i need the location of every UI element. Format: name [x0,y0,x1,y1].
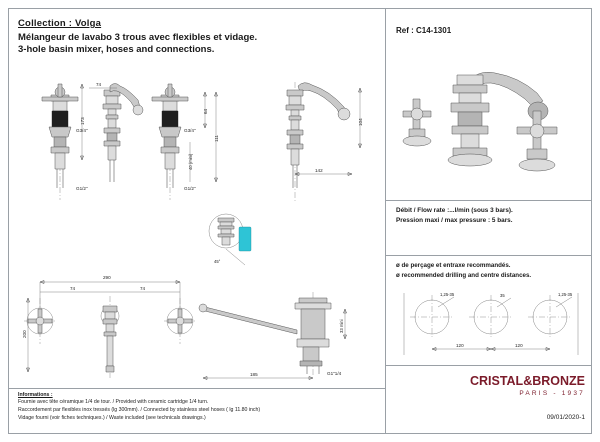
svg-text:74: 74 [70,286,76,291]
dim-142 [295,168,352,176]
description-fr: Mélangeur de lavabo 3 trous avec flexibles et vidage. [18,32,258,43]
svg-text:1,25-35: 1,25-35 [558,292,573,297]
dim-spacing-left [432,343,491,351]
footnote-line-2: Raccordement par flexibles inox tressés (lg 300mm). / Connected by stainless steel hoses ( lg 11.80 inch) [18,407,261,414]
waste-thread-label: G1"1/4 [327,371,342,376]
svg-text:1,25-35: 1,25-35 [440,292,455,297]
spec-text-block [396,206,586,227]
svg-text:104: 104 [358,118,363,126]
svg-text:111: 111 [214,135,219,142]
perspective-left-handle [403,99,431,146]
perspective-right-handle [517,111,557,171]
reference-label: Ref : C14-1301 [396,26,452,35]
waste-drawing [195,280,380,385]
svg-text:142: 142 [315,168,323,173]
brand-tagline: PARIS - 1937 [519,390,585,397]
document-date: 09/01/2020-1 [546,414,585,421]
svg-text:173: 173 [80,117,85,125]
drilling-line-en: ø recommended drilling and centre distances. [396,271,532,279]
dim-74-plan-right [110,286,180,292]
thread-label-right-bottom: G1/2" [184,186,196,191]
svg-text:45°: 45° [214,259,221,264]
svg-text:33 mini: 33 mini [339,319,344,333]
svg-text:290: 290 [103,275,111,280]
dim-spacing-right [491,343,550,351]
dim-290 [40,275,180,284]
dim-40-mini [188,142,193,182]
plan-spout [101,296,119,378]
title-block [18,18,358,55]
dim-104 [358,88,363,148]
footnote-line-1: Fournie avec tête céramique 1/4 de tour. / Provided with ceramic cartridge 1/4 turn. [18,399,209,405]
thread-label-left-bottom: G1/2" [76,186,88,191]
max-pressure-text: Pression maxi / max pressure : 5 bars. [396,217,513,225]
drill-hole-right [528,292,573,339]
right-divider-1 [386,200,591,201]
thread-label-left-top: G3/4" [76,128,88,133]
svg-text:64: 64 [203,108,208,114]
dim-74-plan-left [40,286,110,292]
flow-rate-text: Débit / Flow rate :...l/min (sous 3 bars). [396,207,513,214]
svg-text:120: 120 [515,343,523,348]
vertical-divider [385,9,386,433]
dim-33mini [339,309,347,339]
product-perspective-image [395,45,585,195]
drill-hole-left [410,292,455,339]
right-divider-3 [386,365,591,366]
collection-title: Collection : Volga [18,18,102,29]
drilling-text-block [396,261,586,280]
svg-text:35: 35 [500,293,505,298]
svg-text:74: 74 [140,286,146,291]
svg-text:120: 120 [456,343,464,348]
spout-elevation [103,84,143,183]
left-handle-assembly [42,84,78,200]
drilling-line-fr: ø de perçage et entraxe recommandés. [396,262,511,269]
spout-side-elevation [260,70,380,210]
description-en: 3-hole basin mixer, hoses and connections. [18,44,215,55]
right-handle-assembly [152,84,188,200]
dim-173 [80,84,85,160]
brand-logo [460,374,585,397]
front-elevation-drawing [20,70,250,210]
thread-label-right-top: G3/4" [184,128,196,133]
svg-text:185: 185 [250,372,258,377]
dim-111 [214,92,219,182]
drill-hole-centre [469,293,513,339]
drilling-diagram [396,285,586,365]
brand-name: CRISTAL&BRONZE [469,374,585,388]
left-divider [9,388,385,389]
footnotes-title: Informations : [18,392,53,398]
svg-text:200: 200 [22,330,27,338]
dim-200 [22,298,30,372]
dim-185 [203,372,313,380]
footnotes-block [18,392,368,422]
svg-text:74: 74 [96,82,102,87]
right-divider-2 [386,255,591,256]
dim-64 [203,92,208,128]
cartridge-detail [196,205,286,275]
svg-text:40 (mini): 40 (mini) [188,153,193,170]
footnote-line-3: Vidage fourni (voir fiches techniques.) / Waste included (see technicals drawings.) [18,415,206,422]
plan-view-drawing [20,266,205,381]
